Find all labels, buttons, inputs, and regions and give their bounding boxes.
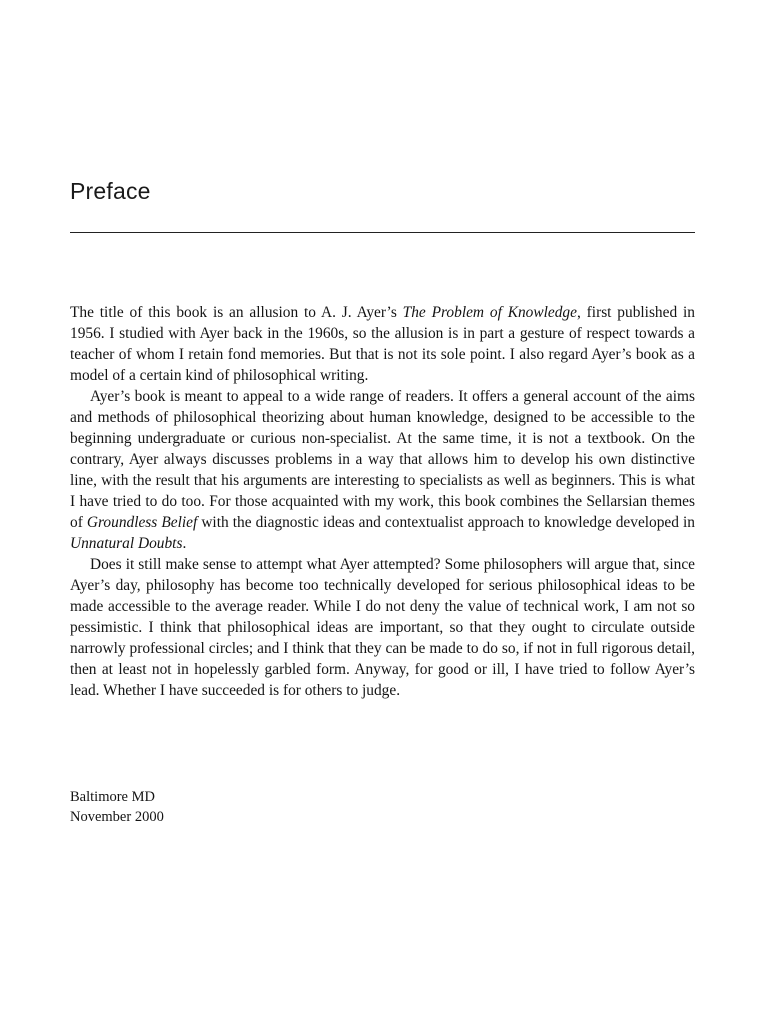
text-run: . bbox=[182, 535, 187, 552]
chapter-heading: Preface bbox=[70, 178, 151, 204]
paragraph-3 bbox=[70, 554, 695, 701]
book-title-italic: Unnatural Doubts bbox=[70, 535, 183, 552]
text-run: , first published in 1956. I studied with Ayer back in the 1960s, so the allusion is in part a gesture of respect towards a teacher of whom I retain fond memories. But that is not its sole point. I also regard Ayer’s book as a model of a certain kind of philosophical writing. bbox=[70, 304, 695, 384]
signature-block bbox=[70, 787, 164, 827]
text-run: Does it still make sense to attempt what Ayer attempted? Some philosophers will argue that, since Ayer’s day, philosophy has become too technically developed for serious philosophical ideas to be made accessible to the average reader. While I do not deny the value of technical work, I am not so pessimistic. I think that philosophical ideas are important, so that they ought to circulate outside narrowly professional circles; and I think that they can be made to do so, if not in full rigorous detail, then at least not in hopelessly garbled form. Anyway, for good or ill, I have tried to follow Ayer’s lead. Whether I have succeeded is for others to judge. bbox=[70, 556, 695, 699]
text-run: with the diagnostic ideas and contextualist approach to knowledge developed in bbox=[197, 514, 695, 531]
text-run: Ayer’s book is meant to appeal to a wide range of readers. It offers a general account of the aims and methods of philosophical theorizing about human knowledge, designed to be accessible to the beginning undergraduate or curious non-specialist. At the same time, it is not a textbook. On the contrary, Ayer always discusses problems in a way that allows him to develop his own distinctive line, with the result that his arguments are interesting to specialists as well as beginners. This is what I have tried to do too. For those acquainted with my work, this book combines the Sellarsian themes of bbox=[70, 388, 695, 531]
signature-place: Baltimore MD bbox=[70, 789, 155, 805]
heading-rule bbox=[70, 232, 695, 233]
book-title-italic: The Problem of Knowledge bbox=[402, 304, 577, 321]
paragraph-1 bbox=[70, 302, 695, 386]
preface-body bbox=[70, 302, 695, 701]
signature-date: November 2000 bbox=[70, 809, 164, 825]
text-run: The title of this book is an allusion to A. J. Ayer’s bbox=[70, 304, 403, 321]
book-title-italic: Groundless Belief bbox=[86, 514, 198, 531]
paragraph-2 bbox=[70, 386, 695, 554]
